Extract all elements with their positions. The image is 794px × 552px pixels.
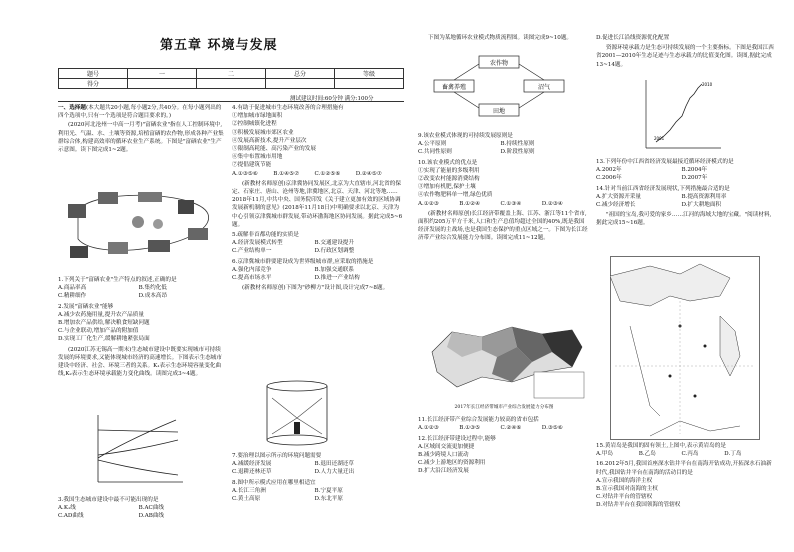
question-8: 8.图中所示模式应用在哪里相适宜 [232,479,316,486]
option[interactable]: C.②④⑥ [500,425,522,432]
option[interactable]: D.丁岛 [724,451,742,458]
sand-willow-diagram [262,378,332,450]
option[interactable]: D.阶段性原则 [500,149,535,156]
option[interactable]: D.②④⑤⑦ [355,170,382,177]
option[interactable]: A.经济发展模式转型 [232,240,283,247]
score-cell: 等级 [335,69,404,79]
score-input[interactable] [197,79,266,89]
context-text: 资源环境承载力是生态可持续发展的一个主要指标。下图是我国江西省2001—2010年生态足迹与生态承载力的比值变化图。读图,据此完成13~14题。 [596,45,774,68]
option[interactable]: B.集约化低 [138,285,167,292]
chapter-title: 第五章 环境与发展 [160,38,278,53]
score-cell: 一 [128,69,197,79]
option[interactable]: D.对钻井平台在我国领海的管辖权 [596,502,681,509]
question-12: 12.长江经济带建设过程中,能够 [418,435,496,442]
option[interactable]: C.产业结构单一 [232,248,272,255]
option[interactable]: A.减缓经济发展 [232,461,272,468]
list-item: ②控制城镇化进程 [232,121,277,128]
option[interactable]: B.①②④ [459,200,481,207]
option[interactable]: B.增加农产品供给,解决粮食短缺问题 [58,320,150,327]
list-item: ②改变农村能源消费结构 [418,176,480,183]
list-item: ⑦提倡建筑节能 [232,162,272,169]
option[interactable]: D.人力大量迁出 [314,469,355,476]
option[interactable]: A.区域间交流更加便捷 [418,443,475,450]
context-text: (新教材名师原创)京津冀协同发展区,北京为大直辖市,河北省的保定、石家庄、唐山、沧州等地,津冀地区,北京、天津、河北等地……2018年11月,中共中央、国务院印发《关于建立更加有效的区域协调发展新机制的意见》(2018年11月18日)中明确要求以北京、天津为中心引领京津冀城市群发展,带动环渤海地区协同发展。据此完成5~6题。 [232,180,403,228]
option[interactable]: B.持续性原则 [500,141,535,148]
fig-label: 沼气 [537,84,551,91]
year-label: 2010 [702,82,713,87]
option[interactable]: B.加强交通联系 [314,266,354,273]
context-text: 下图为某地循环农业模式物质流程图。读图完成9~10题。 [428,35,573,41]
option[interactable]: A.①②③ [418,425,439,432]
context-text: (2020河北沧州一中高一月考)"富硒农业"指在人工控制环境中,利用光、气温、水、土壤等资源,培植富硒的农作物,形成各种产业集群综合体,构建高效率的循环农业生产系统。下图是"富硒农业"生产示意图。读下图完成1~2题。 [58,122,224,154]
question-9: 9.该农业模式体现的可持续发展原则是 [418,133,513,139]
option[interactable]: C.①②⑤⑥ [314,170,341,177]
option[interactable]: A.①②③ [418,200,439,207]
option[interactable]: D.扩大耕地面积 [681,202,722,209]
context-text: (新教材名师原创)下图为"砂柳方"设计图,设计完成7~8题。 [242,285,389,292]
question-5: 5.疏解非首都功能的实质是 [232,232,299,239]
question-11: 11.长江经济带产业综合发展能力较高的省市包括 [418,417,539,424]
score-cell: 二 [197,69,266,79]
option[interactable]: D.行政区划调整 [314,248,355,255]
option[interactable]: B.①③⑤ [459,425,481,432]
score-cell: 题号 [59,69,128,79]
list-item: ③积极发展城市郊区农业 [232,129,294,136]
question-14: 14.针对当前江西省经济发展现状,下列措施最合适的是 [596,185,730,192]
option[interactable]: D.成本高昂 [138,293,168,300]
option[interactable]: A.宣示我国的海洋主权 [596,477,653,484]
option[interactable]: D.AB曲线 [138,513,165,520]
section-heading: 一、选择题 [58,105,86,111]
option[interactable]: A.减少农药施用量,提升农产品质量 [58,311,144,318]
option[interactable]: D.③⑤⑥ [541,425,563,432]
option[interactable]: D.推进一产业结构 [314,275,360,282]
option[interactable]: A.公平原则 [418,141,447,148]
option[interactable]: D.扩大沿江经济发展 [418,468,469,475]
list-item: ⑥集中布置城市用地 [232,154,283,161]
figure-caption: 2017年长江经济带城市产业综合发展能力分布图 [454,405,554,410]
option[interactable]: D.②③④ [541,200,563,207]
option[interactable]: C.退耕还林还草 [232,469,272,476]
question-16: 16.2012年5月,我国首座深水钻井平台在南海开钻成功,开拓深水石油新时代,我国钻井平台在南海的活动目的是 [596,461,772,476]
option[interactable]: C.丙岛 [681,451,699,458]
context-text: "祖国的宝岛,我可爱的家乡……江河的海域大地的宝藏。"阅读材料,据此完成15~16题。 [596,212,772,227]
option[interactable]: A.扩大资源开采量 [596,193,641,200]
eco-city-graph [88,410,188,490]
option[interactable]: A.2002年 [596,167,622,174]
section-intro: (本大题共20小题,每小题2分,共40分。在每小题列出的四个选项中,只有一个选项是符合题目要求的。) [58,105,222,120]
south-china-sea-map [610,256,760,440]
option[interactable]: A.强化内部竞争 [232,266,272,273]
option[interactable]: A.甲岛 [596,451,614,458]
option[interactable]: B.2004年 [681,167,708,174]
option[interactable]: B.交通建设提升 [314,240,354,247]
list-item: ③增加有机肥,保护土壤 [418,184,476,191]
score-input[interactable] [335,79,404,89]
year-label: 2001 [654,136,665,141]
context-text: (2020江苏无锡高一期末)生态城市建设中既要实现城市可持续发展的环境要求,又能体现城市经济的高速增长。下图表示生态城市建设中经济、社会、环境三者的关系。K₁表示生态环境容量变化曲线,K₂表示生态环境承载能力变化曲线。读图完成3~4题。 [58,346,222,378]
option[interactable]: C.对钻井平台的管辖权 [596,494,653,501]
score-table [58,68,404,89]
list-item: ①实现了能量的多级利用 [418,167,480,174]
test-meta: 测试建议时间:60分钟 满分:100分 [290,96,374,102]
option[interactable]: C.与企业联动,增加产品的附加值 [58,328,139,335]
option[interactable]: C.共同性原则 [418,149,452,156]
fig-label: 畜禽养殖 [441,84,467,91]
option[interactable]: A.长江三角洲 [232,487,266,494]
list-item: ④发展高新技术,提升产业层次 [232,137,307,144]
option[interactable]: B.AC曲线 [138,505,165,512]
fig-label: 田地 [492,108,506,115]
score-cell: 总分 [266,69,335,79]
fig-label: 农作物 [489,60,509,67]
option[interactable]: B.宣示我国对南海的主权 [596,486,658,493]
yangtze-economic-belt-map [422,312,588,402]
footprint-ratio-graph [636,76,726,158]
question-2: 2.发展"富硒农业"能够 [58,303,114,310]
list-item: ④农作物肥料单一增,绿色优质 [418,192,493,199]
score-input[interactable] [128,79,197,89]
option[interactable]: D.东北平原 [314,496,343,503]
question-7: 7.要治理以图示所示的环境问题需要 [232,453,322,459]
option[interactable]: B.乙岛 [638,451,656,458]
question-6: 6.京津冀城市群要建设成为世界级城市群,应采取的措施是 [232,258,374,265]
option[interactable]: B.减少跨境人口流动 [418,452,469,459]
option[interactable]: C.精耕细作 [58,293,87,300]
option[interactable]: C.减少经济增长 [596,202,636,209]
list-item: ⑤限制高耗能、高污染产业的发展 [232,146,316,153]
option[interactable]: B.提高资源利用率 [681,193,727,200]
list-item: ①增加城市绿地面积 [232,113,283,120]
selenium-agriculture-diagram [58,184,226,272]
option[interactable]: C.提高市场水平 [232,275,272,282]
question-3: 3.我国生态城市建设中最不可能出现的是 [58,497,159,503]
score-input[interactable] [266,79,335,89]
option[interactable]: C.减少上游地区的资源利用 [418,460,486,467]
option[interactable]: B.退田还湖还草 [314,461,354,468]
context-text: (新教材名师原创)长江经济带覆盖上海、江苏、浙江等11个省市,面积约205万平方千米,人口和生产总值均超过全国的40%,既是我国经济发展的主战场,也是我国生态保护的重点区域之一。下图为长江经济带产业综合发展能力分布图。读图完成11~12题。 [418,210,588,242]
option[interactable]: A.①③⑤⑥ [232,170,258,177]
question-1: 1.下列关于"富硒农业"生产特点的叙述,正确的是 [58,277,177,283]
question-10: 10.该农业模式的优点是 [418,159,478,166]
option[interactable]: C.①③④ [500,200,522,207]
divider [58,101,404,102]
question-15: 15.黄岩岛是我国的固有领土,上图中,表示黄岩岛的是 [596,443,726,449]
option[interactable]: A.商品率高 [58,285,87,292]
circular-agriculture-diagram [424,52,574,122]
option[interactable]: B.①④⑤⑦ [273,170,300,177]
option[interactable]: D.促进长江沿线资源优化配置 [596,35,670,41]
option[interactable]: C.AD曲线 [58,513,84,520]
question-13: 13.下列年份中江西省经济发展最接近循环经济模式的是 [596,159,734,165]
option[interactable]: B.宁夏平原 [314,487,343,494]
option[interactable]: C.黄土高原 [232,496,261,503]
option[interactable]: D.实现工厂化生产,缓解耕地紧张局面 [58,336,150,343]
option[interactable]: C.2006年 [596,175,622,182]
score-cell: 得分 [59,79,128,89]
question-4: 4.有助于促进城市生态环境改善的合理措施有 [232,105,344,111]
option[interactable]: A.K₁线 [58,505,76,512]
option[interactable]: D.2007年 [681,175,708,182]
